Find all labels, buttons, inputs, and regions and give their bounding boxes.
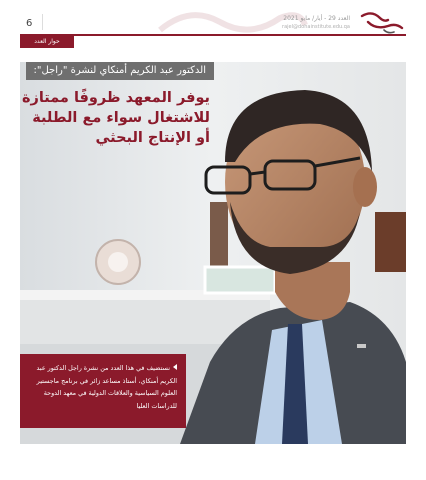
issue-info <box>282 15 350 31</box>
rajel-logo <box>358 8 406 36</box>
caret-left-icon <box>173 364 177 370</box>
section-label: حوار العدد <box>20 36 74 48</box>
article-headline <box>0 88 210 148</box>
article-kicker: الدكتور عبد الكريم أمنكاي لنشرة "راجل": <box>26 62 215 80</box>
contact-email[interactable]: rajel@dohainstitute.edu.qa <box>282 24 350 30</box>
headline-line: يوفر المعهد ظروفًا ممتازة <box>21 90 210 106</box>
page-number: 6 <box>26 18 33 29</box>
issue-line: العدد 29 - أيار/ مايو 2021 <box>283 15 350 22</box>
headline-line: أو الإنتاج البحثي <box>95 130 210 146</box>
headline-line: للاشتغال سواء مع الطلبة <box>32 110 210 126</box>
header-rule <box>20 34 406 36</box>
intro-caption-text: نستضيف في هذا العدد من نشرة راجل الدكتور عبد الكريم أمنكاي، أستاذ مساعد زائر في برنامج ماجستير العلوم السياسية والعلاقات الدولية في معهد الدوحة للدراسات العليا <box>36 364 177 410</box>
header-divider <box>42 14 43 30</box>
intro-caption-box <box>20 354 186 428</box>
